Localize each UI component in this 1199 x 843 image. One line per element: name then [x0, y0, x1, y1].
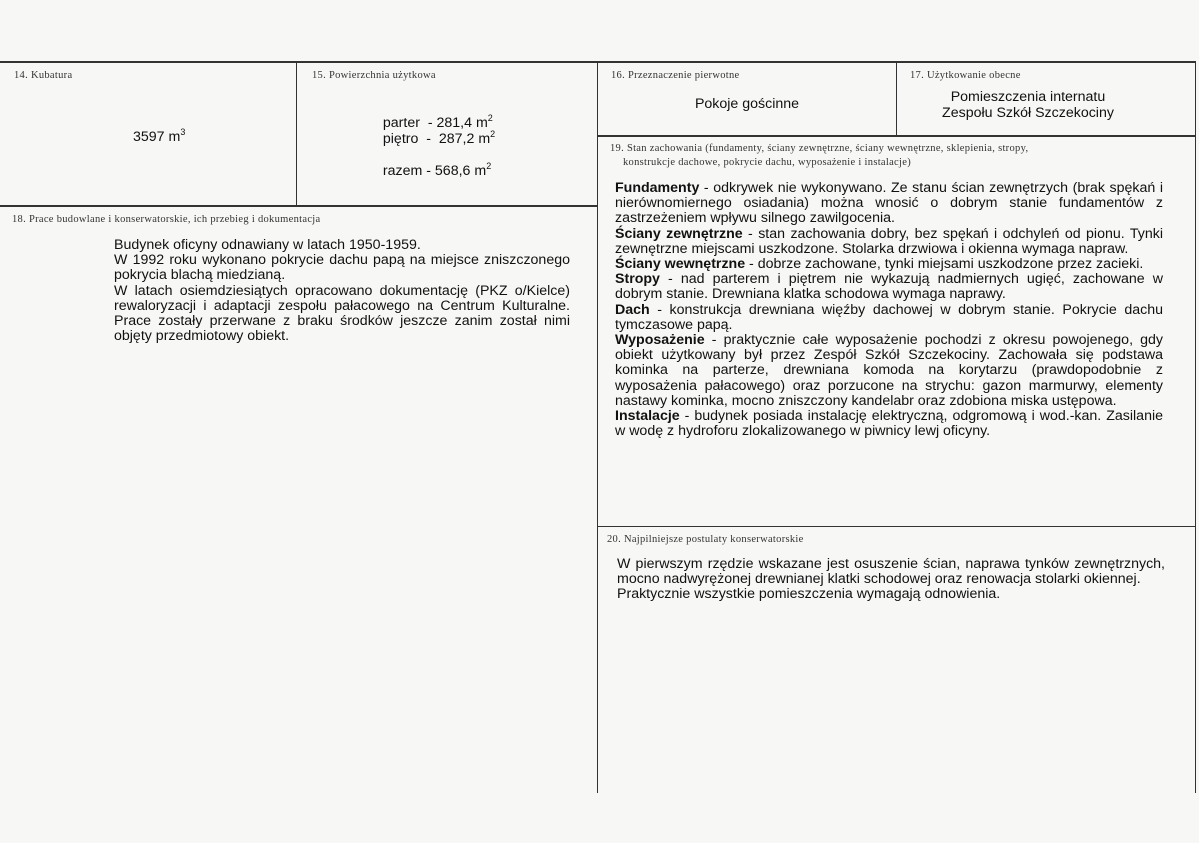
works-paragraph: Budynek oficyny odnawiany w latach 1950-1959. [114, 237, 421, 253]
area-razem [375, 149, 491, 179]
postulates-text [617, 557, 1165, 603]
right-edge-rule [1195, 63, 1196, 793]
volume-unit-exp: 3 [180, 127, 186, 137]
current-use-line1: Pomieszczenia internatu [950, 89, 1106, 105]
condition-term: Instalacje [615, 408, 680, 425]
works-paragraph: W 1992 roku wykonano pokrycie dachu papą na miejsce zniszczonego pokrycia blachą miedzianą. [114, 252, 570, 284]
rule-above-20 [598, 526, 1196, 527]
label-14: 14. Kubatura [14, 70, 73, 81]
divider-main [597, 63, 598, 793]
area-pietro [375, 117, 495, 147]
condition-term: Stropy [615, 271, 660, 288]
condition-text [615, 181, 1163, 439]
label-17: 17. Użytkowanie obecne [910, 70, 1021, 81]
postulates-paragraph: Praktycznie wszystkie pomieszczenia wymagają odnowienia. [617, 586, 1001, 603]
condition-term: Ściany zewnętrzne [615, 225, 743, 242]
area-pietro-exp: 2 [490, 129, 496, 140]
condition-desc: - budynek posiada instalację elektryczną, odgromową i wod.-kan. Zasilanie w wodę z hydroforu zlokalizowanego w piwnicy lewj oficyny. [615, 408, 1163, 440]
condition-item-sciany-wewnetrzne [615, 257, 1163, 272]
area-razem-text: razem - 568,6 m [382, 163, 487, 180]
divider-14-15 [296, 63, 297, 205]
label-15: 15. Powierzchnia użytkowa [312, 70, 436, 81]
top-rule [0, 61, 1196, 63]
condition-item-stropy [615, 272, 1163, 302]
condition-item-instalacje [615, 409, 1163, 439]
rule-below-16-17 [598, 135, 1196, 137]
works-paragraph: W latach osiemdziesiątych opracowano dokumentację (PKZ o/Kielce) rewaloryzacji i adaptacji zespołu pałacowego na Centrum Kulturalne. Prace zostały przerwane z braku środków jeszcze zanim został nimi objęty przedmiotowy obiekt. [114, 282, 570, 345]
area-pietro-text: piętro - 287,2 m [382, 131, 491, 148]
condition-desc: - stan zachowania dobry, bez spękań i odchyleń od pionu. Tynki zewnętrzne miejscami uszkodzone. Stolarka drzwiowa i okienna wymaga napraw. [615, 225, 1163, 257]
label-19-line2: konstrukcje dachowe, pokrycie dachu, wyposażenie i instalacje) [623, 157, 911, 168]
condition-desc: - dobrze zachowane, tynki miejsami uszkodzone przez zacieki. [745, 256, 1144, 273]
label-18: 18. Prace budowlane i konserwatorskie, ich przebieg i dokumentacja [12, 214, 321, 225]
area-razem-exp: 2 [486, 161, 492, 172]
works-text [114, 238, 570, 344]
condition-term: Fundamenty [615, 180, 700, 196]
area-parter-text: parter - 281,4 m [382, 115, 488, 132]
original-purpose-value: Pokoje gościnne [694, 96, 800, 112]
condition-desc: - odkrywek nie wykonywano. Ze stanu ścian zewnętrzych (brak spękań i nierównomiernego osiadania) można wnosić o dobrym stanie fundamentów z zastrzeżeniem wpływu silnego zawilgocenia. [615, 180, 1163, 227]
label-19-line1: 19. Stan zachowania (fundamenty, ściany zewnętrzne, ściany wewnętrzne, sklepienia, stropy, [610, 143, 1029, 154]
condition-term: Ściany wewnętrzne [615, 256, 746, 273]
condition-item-sciany-zewnetrzne [615, 227, 1163, 257]
condition-desc: - nad parterem i piętrem nie wykazują nadmiernych ugięć, zachowane w dobrym stanie. Drewniana klatka schodowa wymaga naprawy. [615, 271, 1163, 303]
condition-item-dach [615, 303, 1163, 333]
postulates-paragraph: W pierwszym rzędzie wskazane jest osuszenie ścian, naprawa tynków zewnętrznych, mocno nadwyrężonej drewnianej klatki schodowej oraz renowacja stolarki okiennej. [617, 556, 1165, 588]
condition-item-fundamenty [615, 181, 1163, 227]
condition-item-wyposazenie [615, 333, 1163, 409]
rule-below-14-15 [0, 205, 597, 207]
condition-desc: - praktycznie całe wyposażenie pochodzi z okresu powojenego, gdy obiekt użytkowany był przez Zespół Szkół Szczekociny. Zachowała się podstawa kominka na parterze, drewniana komoda na korytarzu (prawdopodobnie z wyposażenia pałacowego) oraz porzucone na strychu: gazon marmurwy, elementy nastawy kominka, mocno zniszczony kandelabr oraz zdobiona miska ustępowa. [615, 332, 1163, 409]
volume-value [133, 127, 186, 145]
condition-desc: - konstrukcja drewniana więźby dachowej w dobrym stanie. Pokrycie dachu tymczasowe papą. [615, 301, 1163, 333]
current-use-line2: Zespołu Szkół Szczekociny [942, 105, 1114, 121]
condition-term: Dach [615, 301, 650, 318]
condition-term: Wyposażenie [615, 332, 705, 349]
label-20: 20. Najpilniejsze postulaty konserwatorskie [607, 534, 804, 545]
volume-number: 3597 m [133, 129, 181, 145]
area-parter-exp: 2 [487, 113, 493, 124]
label-16: 16. Przeznaczenie pierwotne [611, 70, 740, 81]
